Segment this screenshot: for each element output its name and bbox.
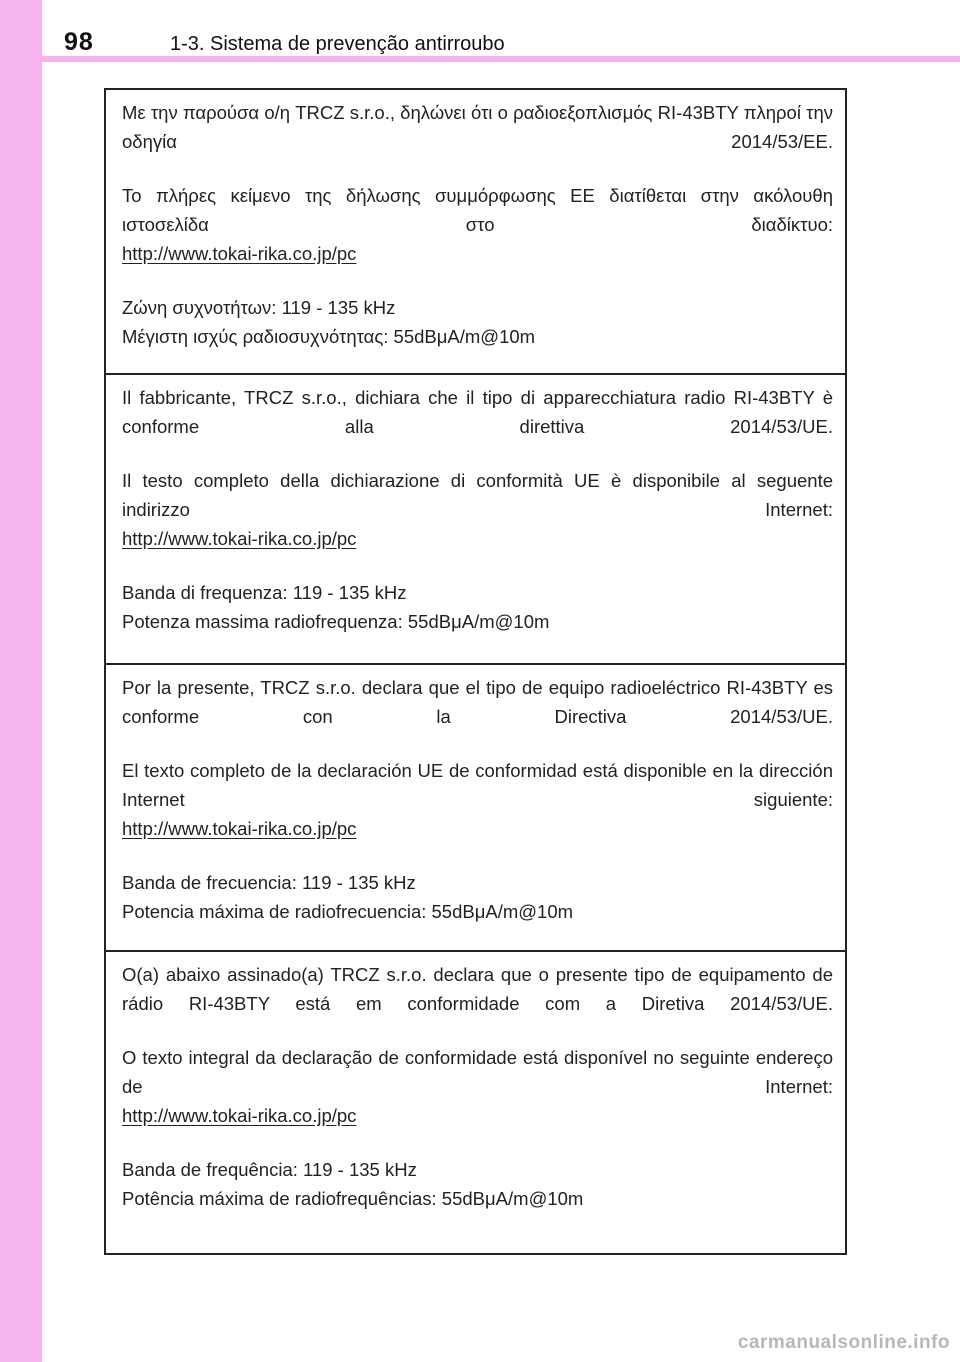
- frequency-band: Banda de frequência: 119 - 135 kHz: [122, 1159, 417, 1180]
- declaration-table: [104, 88, 847, 1255]
- declaration-spanish: [106, 663, 845, 950]
- declaration-link[interactable]: http://www.tokai-rika.co.jp/pc: [122, 243, 357, 264]
- declaration-link[interactable]: http://www.tokai-rika.co.jp/pc: [122, 528, 357, 549]
- declaration-text-info: Il testo completo della dichiarazione di conformità UE è disponibile al seguente indirizzo Internet:: [122, 470, 833, 520]
- declaration-intro: O(a) abaixo assinado(a) TRCZ s.r.o. declara que o presente tipo de equipamento de rádio RI-43BTY está em conformidade com a Diretiva 2014/53/UE.: [122, 964, 833, 1014]
- watermark: carmanualsonline.info: [737, 1332, 950, 1353]
- page-number: 98: [64, 28, 94, 56]
- frequency-band: Banda de frecuencia: 119 - 135 kHz: [122, 872, 416, 893]
- header-divider: [0, 56, 960, 62]
- declaration-text-info: El texto completo de la declaración UE de conformidad está disponible en la dirección Internet siguiente:: [122, 760, 833, 810]
- declaration-portuguese: [106, 950, 845, 1253]
- side-color-strip: [0, 0, 42, 1362]
- max-power: Μέγιστη ισχύς ραδιοσυχνότητας: 55dBμA/m@10m: [122, 326, 536, 347]
- declaration-link[interactable]: http://www.tokai-rika.co.jp/pc: [122, 818, 357, 839]
- frequency-band: Ζώνη συχνοτήτων: 119 - 135 kHz: [122, 297, 396, 318]
- declaration-italian: [106, 373, 845, 663]
- declaration-intro: Με την παρούσα ο/η TRCZ s.r.o., δηλώνει ότι ο ραδιοεξοπλισμός RI-43BTY πληροί την οδηγία 2014/53/ΕΕ.: [122, 102, 833, 152]
- max-power: Potencia máxima de radiofrecuencia: 55dBμA/m@10m: [122, 901, 574, 922]
- max-power: Potência máxima de radiofrequências: 55dBμA/m@10m: [122, 1188, 584, 1209]
- declaration-greek: [106, 90, 845, 373]
- declaration-intro: Por la presente, TRCZ s.r.o. declara que el tipo de equipo radioeléctrico RI-43BTY es conforme con la Directiva 2014/53/UE.: [122, 677, 833, 727]
- page-header: [0, 0, 960, 62]
- declaration-intro: Il fabbricante, TRCZ s.r.o., dichiara che il tipo di apparecchiatura radio RI-43BTY è conforme alla direttiva 2014/53/UE.: [122, 387, 833, 437]
- frequency-band: Banda di frequenza: 119 - 135 kHz: [122, 582, 407, 603]
- declaration-text-info: Το πλήρες κείμενο της δήλωσης συμμόρφωσης ΕΕ διατίθεται στην ακόλουθη ιστοσελίδα στο διαδίκτυο:: [122, 185, 833, 235]
- declaration-link[interactable]: http://www.tokai-rika.co.jp/pc: [122, 1105, 357, 1126]
- section-title: 1-3. Sistema de prevenção antirroubo: [170, 33, 505, 55]
- max-power: Potenza massima radiofrequenza: 55dBμA/m@10m: [122, 611, 550, 632]
- declaration-text-info: O texto integral da declaração de conformidade está disponível no seguinte endereço de Internet:: [122, 1047, 833, 1097]
